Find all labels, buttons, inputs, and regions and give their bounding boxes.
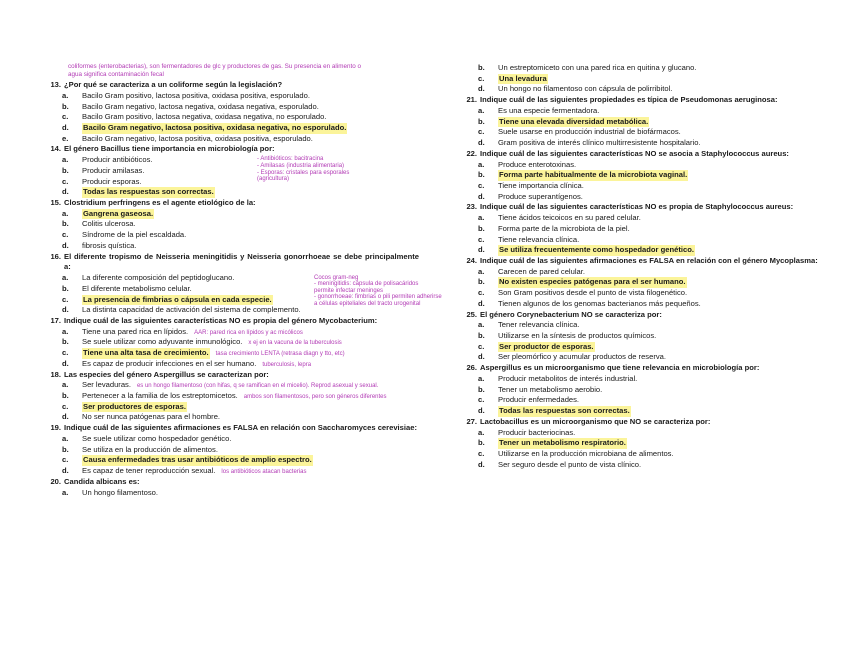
answer-option[interactable] — [460, 106, 832, 117]
left-question-list — [44, 80, 442, 498]
option-letter: c. — [62, 348, 69, 358]
option-letter: b. — [478, 63, 485, 72]
option-letter: d. — [478, 459, 485, 469]
question-text: Candida albicans es: — [64, 476, 140, 486]
option-text: Colitis ulcerosa. — [82, 219, 136, 229]
question-item — [44, 198, 419, 252]
handwritten-note: coliformes (enterobacterias), son fermentadores de glc y productores de gas. Su presencia en alimento o agua significa contaminación fecal — [68, 63, 361, 78]
option-text: No ser nunca patógenas para el hombre. — [82, 412, 221, 422]
option-text: El diferente metabolismo celular. — [82, 283, 192, 293]
option-letter: d. — [62, 412, 69, 422]
option-letter: d. — [62, 240, 69, 250]
option-text: Tiene importancia clínica. — [498, 180, 584, 190]
question-text: Indique cuál de las siguientes propiedades es típica de Pseudomonas aeruginosa: — [480, 95, 778, 105]
option-letter: b. — [478, 277, 485, 287]
answer-option[interactable] — [460, 117, 832, 128]
q20-continued-options — [460, 63, 832, 95]
answer-option[interactable] — [44, 91, 419, 102]
question-item — [460, 363, 832, 417]
answer-option[interactable] — [460, 245, 832, 256]
question-number: 13. — [50, 80, 61, 89]
answer-option[interactable] — [44, 230, 419, 241]
option-letter: c. — [478, 448, 485, 458]
option-letter: c. — [62, 230, 69, 240]
option-text: Producir metabolitos de interés industrial. — [498, 373, 638, 383]
highlighted-answer: La presencia de fimbrias o cápsula en cada especie. — [83, 294, 272, 304]
option-text: Ser pleomórfico y acumular productos de reserva. — [498, 352, 666, 362]
question-item — [460, 310, 832, 364]
option-letter: a. — [478, 213, 485, 223]
answer-option[interactable] — [44, 359, 419, 370]
question-stem — [460, 256, 832, 267]
answer-option[interactable] — [44, 166, 419, 177]
answer-option[interactable] — [460, 385, 832, 396]
option-letter: b. — [478, 331, 485, 341]
question-number: 23. — [466, 202, 477, 212]
option-text: Ser seguro desde el punto de vista clínico. — [498, 459, 642, 469]
answer-option[interactable] — [44, 337, 419, 348]
option-letter: c. — [62, 176, 69, 186]
answer-option[interactable] — [44, 241, 419, 252]
question-text: El género Bacillus tiene importancia en microbiología por: — [64, 144, 275, 154]
option-text: Bacilo Gram positivo, lactosa negativa, oxidasa negativa, no esporulado. — [82, 112, 327, 122]
option-letter: c. — [478, 127, 485, 137]
option-text: Se utiliza en la producción de alimentos. — [82, 444, 218, 454]
left-column — [44, 63, 442, 498]
option-letter: b. — [62, 337, 69, 347]
option-text: Utilizarse en la producción microbiana de alimentos. — [498, 448, 674, 458]
answer-option[interactable] — [44, 348, 419, 359]
question-number: 22. — [466, 148, 477, 158]
right-question-list — [460, 95, 832, 470]
option-text: Pertenecer a la familia de los estreptomicetos. — [82, 391, 238, 401]
answer-option[interactable] — [44, 445, 419, 456]
handwritten-annotation: x ej en la vacuna de la tuberculosis — [248, 340, 342, 347]
answer-option[interactable] — [460, 342, 832, 353]
option-text: Es capaz de tener reproducción sexual. — [82, 466, 216, 476]
option-letter: b. — [62, 219, 69, 229]
answer-option[interactable] — [460, 181, 832, 192]
question-stem — [44, 80, 419, 91]
question-item — [460, 202, 832, 256]
question-text: Indique cuál de las siguientes afirmaciones es FALSA en relación con Saccharomyces cerevisiae: — [64, 423, 417, 433]
option-text: Son Gram positivos desde el punto de vista filogenético. — [498, 288, 688, 298]
handwritten-annotation: Cocos gram-neg - meningitidis: cápsula de polisacáridos permite infectar meninges - gonorrhoeae: fimbrias o pili permiten adherirse a células epiteliales del tracto urogenital — [314, 274, 442, 307]
answer-option[interactable] — [460, 277, 832, 288]
option-text: Un estreptomiceto con una pared rica en quitina y glucano. — [498, 63, 697, 72]
answer-option[interactable] — [460, 406, 832, 417]
answer-option[interactable] — [460, 331, 832, 342]
option-text: Forma parte de la microbiota de la piel. — [498, 223, 630, 233]
answer-option[interactable] — [44, 177, 419, 188]
option-letter: a. — [62, 487, 69, 497]
option-letter: a. — [478, 266, 485, 276]
question-item — [44, 477, 419, 499]
handwritten-annotation: tuberculosis, lepra — [262, 361, 312, 368]
question-text: Aspergillus es un microorganismo que tiene relevancia en microbiología por: — [480, 363, 760, 373]
option-text: Un hongo filamentoso. — [82, 487, 158, 497]
option-letter: d. — [62, 358, 69, 368]
option-letter: a. — [62, 380, 69, 390]
option-letter: d. — [478, 352, 485, 362]
option-letter: b. — [62, 283, 69, 293]
option-letter: d. — [62, 122, 69, 132]
option-text: Ser levaduras. — [82, 380, 131, 390]
highlighted-answer: No existen especies patógenas para el ser humano. — [499, 277, 686, 287]
option-letter: d. — [478, 406, 485, 416]
answer-option[interactable] — [44, 102, 419, 113]
option-letter: a. — [62, 433, 69, 443]
option-text: Tiene ácidos teicoicos en su pared celular. — [498, 213, 641, 223]
question-text: Indique cuál de las siguientes características NO es propia del género Mycobacterium: — [64, 315, 378, 325]
option-text: Gram positiva de interés clínico multirresistente hospitalario. — [498, 138, 701, 148]
option-letter: a. — [62, 326, 69, 336]
option-letter: c. — [478, 395, 485, 405]
handwritten-annotation: AAR: pared rica en lípidos y ac micólicos — [194, 329, 303, 336]
answer-option[interactable] — [44, 123, 419, 134]
question-text: Indique cuál de las siguientes características NO se asocia a Staphylococcus aureus: — [480, 148, 789, 158]
question-number: 20. — [50, 476, 61, 486]
answer-option[interactable] — [460, 84, 832, 95]
answer-option[interactable] — [44, 134, 419, 145]
answer-option[interactable] — [460, 170, 832, 181]
answer-option[interactable] — [44, 455, 419, 466]
option-letter: b. — [62, 101, 69, 111]
question-text: Clostridium perfringens es el agente etiológico de la: — [64, 197, 256, 207]
option-text: Producir bacteriocinas. — [498, 427, 576, 437]
answer-option[interactable] — [460, 160, 832, 171]
option-text: Síndrome de la piel escaldada. — [82, 230, 187, 240]
answer-option[interactable] — [460, 192, 832, 203]
answer-option[interactable] — [460, 127, 832, 138]
question-text: ¿Por qué se caracteriza a un coliforme según la legislación? — [64, 80, 283, 89]
question-item — [460, 149, 832, 203]
option-text: Se suele utilizar como hospedador genético. — [82, 433, 232, 443]
option-text: Bacilo Gram negativo, lactosa negativa, oxidasa negativa, esporulado. — [82, 101, 319, 111]
answer-option[interactable] — [44, 209, 419, 220]
option-letter: d. — [478, 298, 485, 308]
question-stem — [44, 316, 419, 327]
question-stem — [460, 310, 832, 321]
question-stem — [44, 252, 419, 274]
option-letter: b. — [478, 384, 485, 394]
answer-option[interactable] — [44, 327, 419, 338]
answer-option[interactable] — [460, 74, 832, 85]
option-letter: a. — [62, 208, 69, 218]
option-text: Es una especie fermentadora. — [498, 105, 600, 115]
option-letter: c. — [478, 73, 485, 83]
question-item — [44, 251, 442, 316]
highlighted-answer: Todas las respuestas son correctas. — [83, 187, 214, 197]
question-item — [460, 417, 832, 471]
answer-option[interactable] — [44, 112, 419, 123]
option-letter: a. — [478, 373, 485, 383]
answer-option[interactable] — [44, 402, 419, 413]
option-letter: d. — [62, 305, 69, 315]
option-text: Tener un metabolismo aerobio. — [498, 384, 603, 394]
option-text: Un hongo no filamentoso con cápsula de polirribitol. — [498, 84, 673, 94]
question-text: El diferente tropismo de Neisseria meningitidis y Neisseria gonorrhoeae se debe principalmente a: — [64, 251, 419, 272]
question-item — [44, 316, 419, 370]
answer-option[interactable] — [460, 438, 832, 449]
answer-option[interactable] — [44, 391, 419, 402]
highlighted-answer: Todas las respuestas son correctas. — [499, 406, 630, 416]
option-text: Tienen algunos de los genomas bacterianos más pequeños. — [498, 298, 701, 308]
option-text: Producir esporas. — [82, 176, 142, 186]
option-text: Producir amilasas. — [82, 165, 145, 175]
question-number: 18. — [50, 369, 61, 379]
option-letter: a. — [62, 155, 69, 165]
option-letter: d. — [478, 138, 485, 148]
highlighted-answer: Tiene una alta tasa de crecimiento. — [83, 348, 209, 358]
answer-option[interactable] — [460, 460, 832, 471]
answer-option[interactable] — [460, 395, 832, 406]
option-letter: d. — [478, 84, 485, 94]
right-column — [460, 63, 832, 470]
answer-option[interactable] — [44, 187, 419, 198]
highlighted-answer: Forma parte habitualmente de la microbiota vaginal. — [499, 170, 688, 180]
handwritten-annotation: ambos son filamentosos, pero son géneros diferentes — [243, 394, 387, 401]
answer-option[interactable] — [460, 428, 832, 439]
highlighted-answer: Tener un metabolismo respiratorio. — [499, 438, 626, 448]
option-letter: a. — [478, 427, 485, 437]
handwritten-annotation: - Antibióticos: bacitracina - Amilasas (industria alimentaria) - Esporas: cristales para esporales (agricultura) — [257, 156, 350, 183]
option-letter: b. — [478, 170, 485, 180]
question-text: Indique cuál de las siguientes características NO es propia de Staphylococcus aureus: — [480, 202, 794, 212]
option-text: Carecen de pared celular. — [498, 266, 585, 276]
question-number: 25. — [466, 309, 477, 319]
answer-option[interactable] — [460, 299, 832, 310]
question-stem — [44, 423, 419, 434]
question-stem — [460, 149, 832, 160]
question-stem — [44, 370, 419, 381]
option-letter: c. — [62, 401, 69, 411]
option-letter: b. — [62, 391, 69, 401]
option-text: Bacilo Gram positivo, lactosa positiva, oxidasa positiva, esporulado. — [82, 90, 310, 100]
question-stem — [460, 417, 832, 428]
question-number: 15. — [50, 197, 61, 207]
question-item — [44, 80, 419, 144]
option-text: Produce enterotoxinas. — [498, 159, 577, 169]
answer-option[interactable] — [44, 488, 419, 499]
answer-option[interactable] — [44, 434, 419, 445]
question-item — [44, 370, 419, 424]
option-letter: c. — [478, 234, 485, 244]
highlighted-answer: Gangrena gaseosa. — [83, 208, 154, 218]
answer-option[interactable] — [44, 466, 419, 477]
option-text: Bacilo Gram negativo, lactosa positiva, oxidasa positiva, esporulado. — [82, 133, 313, 143]
answer-option[interactable] — [460, 320, 832, 331]
option-letter: a. — [62, 90, 69, 100]
question-number: 21. — [466, 95, 477, 105]
question-text: El género Corynebacterium NO se caracteriza por: — [480, 309, 662, 319]
answer-option[interactable] — [460, 235, 832, 246]
answer-option[interactable] — [460, 224, 832, 235]
question-number: 24. — [466, 255, 477, 265]
option-letter: a. — [478, 105, 485, 115]
question-number: 16. — [50, 251, 61, 261]
handwritten-annotation: tasa crecimiento LENTA (retrasa diagn y tto, etc) — [215, 351, 345, 358]
option-text: Tener relevancia clínica. — [498, 320, 580, 330]
highlighted-answer: Se utiliza frecuentemente como hospedador genético. — [499, 245, 694, 255]
option-letter: b. — [478, 116, 485, 126]
option-text: fibrosis quística. — [82, 240, 137, 250]
answer-option[interactable] — [460, 213, 832, 224]
answer-option[interactable] — [460, 449, 832, 460]
option-text: La diferente composición del peptidoglucano. — [82, 273, 235, 283]
option-letter: c. — [478, 180, 485, 190]
highlighted-answer: Ser productores de esporas. — [83, 401, 186, 411]
option-letter: e. — [62, 133, 69, 143]
answer-option[interactable] — [44, 219, 419, 230]
option-letter: a. — [478, 159, 485, 169]
question-number: 14. — [50, 144, 61, 154]
question-stem — [44, 477, 419, 488]
question-item — [44, 144, 419, 198]
option-letter: c. — [478, 341, 485, 351]
option-text: Utilizarse en la síntesis de productos químicos. — [498, 331, 657, 341]
highlighted-answer: Ser productor de esporas. — [499, 341, 594, 351]
question-item — [460, 256, 832, 310]
option-letter: a. — [62, 273, 69, 283]
option-text: Producir antibióticos. — [82, 155, 153, 165]
option-letter: c. — [62, 112, 69, 122]
option-text: Tiene relevancia clínica. — [498, 234, 580, 244]
question-item — [460, 95, 832, 149]
option-text: Tiene una pared rica en lípidos. — [82, 326, 189, 336]
answer-option[interactable] — [460, 374, 832, 385]
option-text: La distinta capacidad de activación del sistema de complemento. — [82, 305, 301, 315]
option-letter: d. — [478, 191, 485, 201]
question-number: 19. — [50, 423, 61, 433]
answer-option[interactable] — [460, 352, 832, 363]
answer-option[interactable] — [44, 412, 419, 423]
question-text: Lactobacillus es un microorganismo que NO se caracteriza por: — [480, 416, 711, 426]
option-letter: c. — [478, 288, 485, 298]
option-letter: c. — [62, 455, 69, 465]
highlighted-answer: Causa enfermedades tras usar antibióticos de amplio espectro. — [83, 455, 312, 465]
handwritten-annotation: es un hongo filamentoso (con hifas, q se ramifican en el micelio). Reprod asexual y sexual. — [136, 383, 379, 390]
question-text: Indique cuál de las siguientes afirmaciones es FALSA en relación con el género Mycoplasma: — [480, 255, 818, 265]
question-stem — [44, 144, 419, 155]
highlighted-answer: Tiene una elevada diversidad metabólica. — [499, 116, 649, 126]
option-text: Produce superantígenos. — [498, 191, 583, 201]
question-number: 26. — [466, 363, 477, 373]
option-letter: d. — [62, 466, 69, 476]
handwritten-annotation: los antibióticos atacan bacterias — [221, 469, 307, 476]
question-stem — [44, 198, 419, 209]
option-text: Es capaz de producir infecciones en el ser humano. — [82, 358, 257, 368]
question-stem — [460, 95, 832, 106]
question-stem — [460, 363, 832, 374]
answer-option[interactable] — [460, 63, 832, 74]
option-text: Se suele utilizar como adyuvante inmunológico. — [82, 337, 243, 347]
option-letter: a. — [478, 320, 485, 330]
option-letter: c. — [62, 294, 69, 304]
question-text: Las especies del género Aspergillus se caracterizan por: — [64, 369, 269, 379]
highlighted-answer: Una levadura — [499, 73, 547, 83]
option-letter: b. — [62, 444, 69, 454]
option-letter: b. — [478, 438, 485, 448]
answer-option[interactable] — [44, 155, 419, 166]
answer-option[interactable] — [460, 267, 832, 278]
option-letter: b. — [62, 165, 69, 175]
question-number: 27. — [466, 416, 477, 426]
question-stem — [460, 202, 832, 213]
answer-option[interactable] — [460, 138, 832, 149]
option-letter: b. — [478, 223, 485, 233]
option-letter: d. — [62, 187, 69, 197]
question-item — [44, 423, 419, 477]
option-text: Producir enfermedades. — [498, 395, 580, 405]
option-text: Suele usarse en producción industrial de biofármacos. — [498, 127, 681, 137]
highlighted-answer: Bacilo Gram negativo, lactosa positiva, oxidasa negativa, no esporulado. — [83, 122, 347, 132]
answer-option[interactable] — [460, 288, 832, 299]
question-number: 17. — [50, 315, 61, 325]
option-letter: d. — [478, 245, 485, 255]
answer-option[interactable] — [44, 380, 419, 391]
